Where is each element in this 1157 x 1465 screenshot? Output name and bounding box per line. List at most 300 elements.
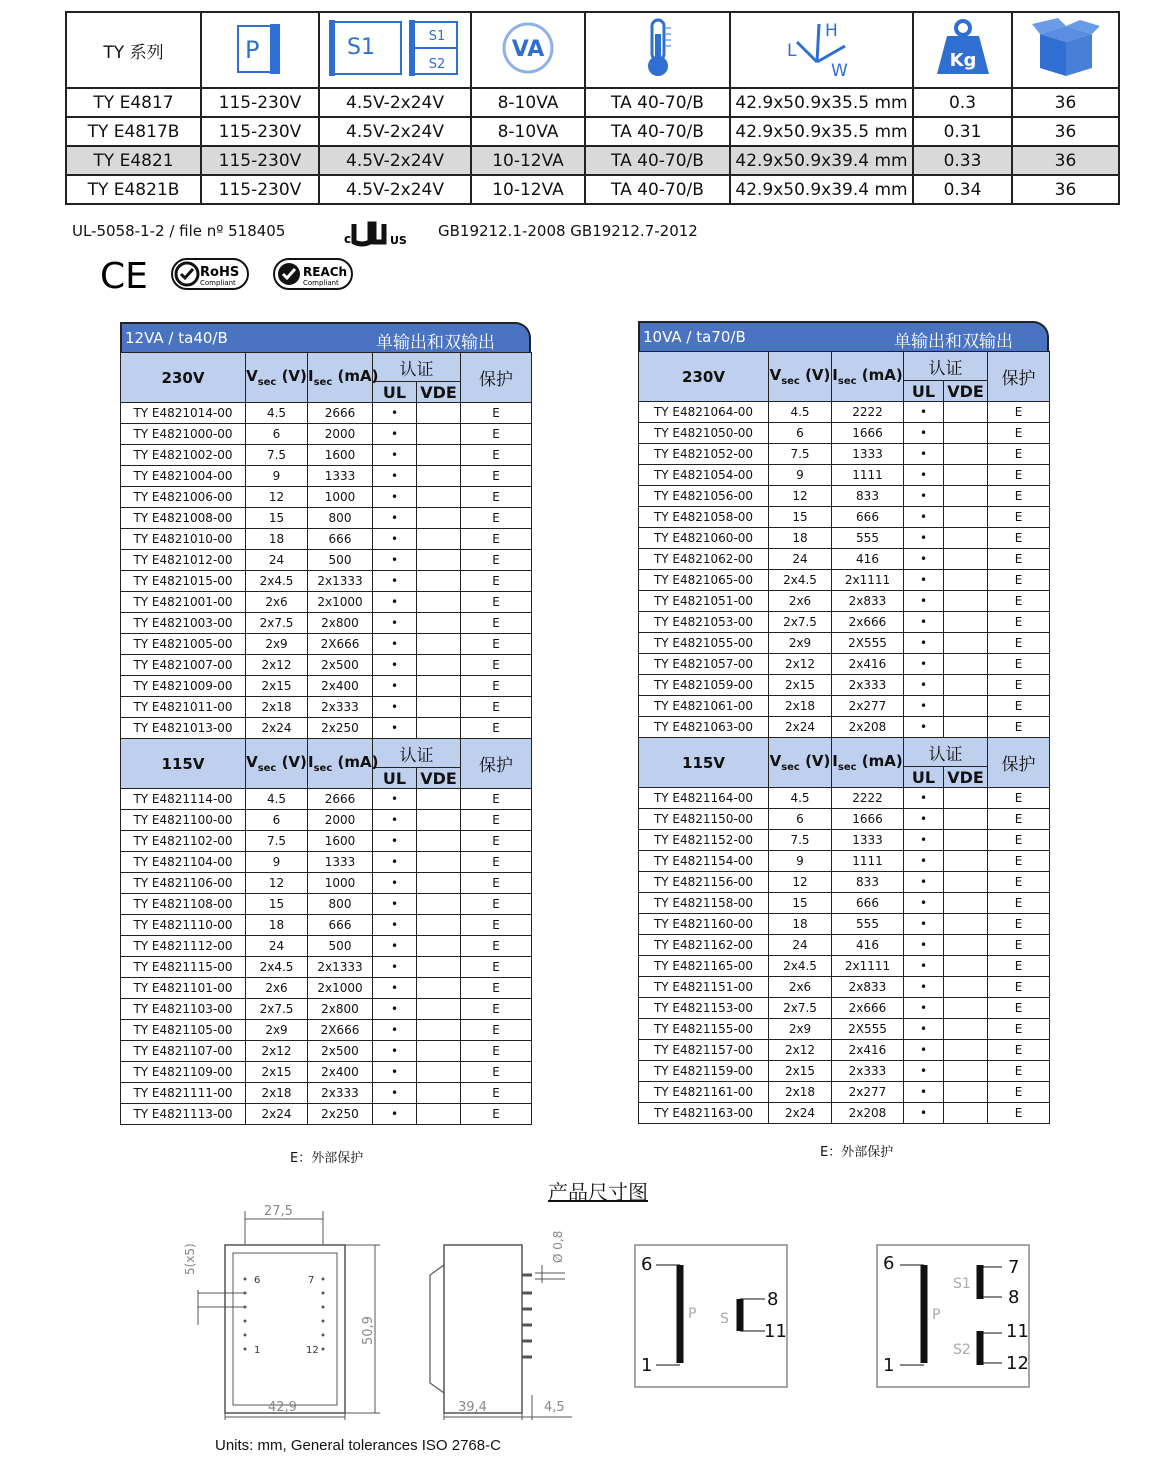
isec-header: $I_{sec}$ (mA) bbox=[832, 738, 904, 788]
section-header-row bbox=[639, 738, 1050, 767]
isec-value: 2000 bbox=[308, 810, 373, 831]
ul-mark: • bbox=[904, 788, 944, 809]
vde-mark bbox=[944, 1082, 988, 1103]
vsec-value: 2x12 bbox=[769, 654, 832, 675]
vde-mark bbox=[944, 893, 988, 914]
isec-value: 2x333 bbox=[308, 697, 373, 718]
part-number: TY E4821057-00 bbox=[639, 654, 769, 675]
vde-mark bbox=[417, 936, 461, 957]
vsec-value: 12 bbox=[246, 873, 308, 894]
va-icon bbox=[471, 12, 585, 88]
isec-value: 1666 bbox=[832, 809, 904, 830]
vde-mark bbox=[944, 935, 988, 956]
table-row bbox=[639, 914, 1050, 935]
section-voltage: 230V bbox=[121, 353, 246, 403]
part-number: TY E4821014-00 bbox=[121, 403, 246, 424]
vsec-value: 4.5 bbox=[769, 402, 832, 423]
rohs-sublabel: Compliant bbox=[200, 279, 236, 287]
protection-header: 保护 bbox=[988, 738, 1050, 788]
part-number: TY E4821005-00 bbox=[121, 634, 246, 655]
vsec-value: 2x12 bbox=[246, 1041, 308, 1062]
right-115v-section bbox=[639, 738, 1050, 1124]
section-header-row bbox=[121, 739, 532, 768]
dim-top-label: 27,5 bbox=[264, 1204, 293, 1219]
approval-header: 认证 bbox=[904, 352, 988, 381]
part-number: TY E4821165-00 bbox=[639, 956, 769, 977]
vde-mark bbox=[944, 486, 988, 507]
ul-mark: • bbox=[904, 486, 944, 507]
section-voltage: 230V bbox=[639, 352, 769, 402]
isec-value: 2x416 bbox=[832, 1040, 904, 1061]
part-number: TY E4821013-00 bbox=[121, 718, 246, 739]
gb-standards-text: GB19212.1-2008 GB19212.7-2012 bbox=[438, 222, 698, 240]
vde-header: VDE bbox=[944, 381, 988, 402]
vsec-value: 18 bbox=[769, 914, 832, 935]
vde-mark bbox=[417, 873, 461, 894]
table-row bbox=[639, 956, 1050, 977]
vsec-value: 2x24 bbox=[769, 1103, 832, 1124]
vde-mark bbox=[417, 424, 461, 445]
table-row bbox=[639, 809, 1050, 830]
vsec-value: 18 bbox=[246, 529, 308, 550]
part-number: TY E4821063-00 bbox=[639, 717, 769, 738]
ul-mark: • bbox=[904, 893, 944, 914]
table-row bbox=[639, 872, 1050, 893]
isec-value: 416 bbox=[832, 549, 904, 570]
part-number: TY E4821001-00 bbox=[121, 592, 246, 613]
protection-value: E bbox=[461, 634, 532, 655]
protection-value: E bbox=[461, 592, 532, 613]
isec-value: 2x333 bbox=[308, 1083, 373, 1104]
summary-table bbox=[65, 11, 1120, 205]
protection-value: E bbox=[461, 1062, 532, 1083]
part-number: TY E4821113-00 bbox=[121, 1104, 246, 1125]
isec-value: 1111 bbox=[832, 851, 904, 872]
part-number: TY E4821002-00 bbox=[121, 445, 246, 466]
left-115v-section bbox=[121, 739, 532, 1125]
part-number: TY E4821153-00 bbox=[639, 998, 769, 1019]
part-number: TY E4821151-00 bbox=[639, 977, 769, 998]
schem1-pin-8: 8 bbox=[767, 1289, 779, 1310]
table-row bbox=[639, 423, 1050, 444]
primary-voltage-icon bbox=[201, 12, 319, 88]
protection-value: E bbox=[461, 403, 532, 424]
protection-value: E bbox=[461, 1041, 532, 1062]
part-number: TY E4821060-00 bbox=[639, 528, 769, 549]
p-icon-label: P bbox=[245, 35, 260, 64]
isec-value: 1666 bbox=[832, 423, 904, 444]
vde-mark bbox=[944, 444, 988, 465]
vde-mark bbox=[417, 487, 461, 508]
isec-value: 2x277 bbox=[832, 696, 904, 717]
protection-value: E bbox=[988, 998, 1050, 1019]
part-number: TY E4821055-00 bbox=[639, 633, 769, 654]
vsec-value: 15 bbox=[769, 507, 832, 528]
table-row bbox=[121, 810, 532, 831]
section-voltage: 115V bbox=[639, 738, 769, 788]
table-row bbox=[121, 550, 532, 571]
schem1-pin-6: 6 bbox=[641, 1254, 653, 1275]
protection-value: E bbox=[461, 571, 532, 592]
part-number: TY E4821004-00 bbox=[121, 466, 246, 487]
part-number: TY E4821052-00 bbox=[639, 444, 769, 465]
ul-mark: • bbox=[373, 1041, 417, 1062]
vsec-value: 9 bbox=[246, 852, 308, 873]
schem2-pin-11: 11 bbox=[1006, 1321, 1029, 1342]
left-product-panel bbox=[120, 322, 531, 1125]
table-row bbox=[639, 998, 1050, 1019]
ul-mark: • bbox=[373, 550, 417, 571]
protection-value: E bbox=[988, 654, 1050, 675]
reach-label: REACh bbox=[303, 265, 348, 279]
protection-value: E bbox=[988, 1103, 1050, 1124]
vsec-value: 7.5 bbox=[769, 830, 832, 851]
schem2-s1-label: S1 bbox=[953, 1276, 971, 1292]
vde-mark bbox=[417, 529, 461, 550]
table-row bbox=[639, 444, 1050, 465]
ul-mark: • bbox=[373, 873, 417, 894]
protection-value: E bbox=[461, 936, 532, 957]
isec-value: 2x333 bbox=[832, 675, 904, 696]
ul-mark: • bbox=[373, 789, 417, 810]
ul-file-text: UL-5058-1-2 / file nº 518405 bbox=[72, 222, 286, 240]
vsec-value: 6 bbox=[769, 423, 832, 444]
protection-value: E bbox=[461, 957, 532, 978]
vde-mark bbox=[944, 402, 988, 423]
isec-value: 2222 bbox=[832, 402, 904, 423]
rohs-badge bbox=[170, 257, 250, 295]
ul-mark: • bbox=[373, 571, 417, 592]
vde-mark bbox=[417, 810, 461, 831]
isec-header: $I_{sec}$ (mA) bbox=[308, 739, 373, 789]
vsec-value: 2x18 bbox=[769, 1082, 832, 1103]
vsec-value: 2x4.5 bbox=[769, 956, 832, 977]
isec-value: 1600 bbox=[308, 831, 373, 852]
protection-value: E bbox=[988, 444, 1050, 465]
s1-icon-label: S1 bbox=[347, 34, 375, 60]
vsec-value: 6 bbox=[246, 810, 308, 831]
dim-left-label: 5(x5) bbox=[183, 1243, 197, 1275]
protection-value: E bbox=[988, 486, 1050, 507]
vde-mark bbox=[417, 999, 461, 1020]
vsec-value: 18 bbox=[246, 915, 308, 936]
isec-value: 2x208 bbox=[832, 1103, 904, 1124]
part-number: TY E4821011-00 bbox=[121, 697, 246, 718]
vde-mark bbox=[417, 852, 461, 873]
vsec-value: 2x9 bbox=[246, 1020, 308, 1041]
protection-value: E bbox=[988, 549, 1050, 570]
dimensions-icon bbox=[730, 12, 913, 88]
part-number: TY E4821054-00 bbox=[639, 465, 769, 486]
approval-header: 认证 bbox=[373, 739, 461, 768]
vsec-value: 15 bbox=[769, 893, 832, 914]
left-230v-section bbox=[121, 353, 532, 739]
part-number: TY E4821100-00 bbox=[121, 810, 246, 831]
part-number: TY E4821050-00 bbox=[639, 423, 769, 444]
units-note: Units: mm, General tolerances ISO 2768-C bbox=[215, 1437, 501, 1454]
ul-mark: • bbox=[373, 676, 417, 697]
isec-value: 666 bbox=[832, 507, 904, 528]
protection-value: E bbox=[461, 999, 532, 1020]
part-number: TY E4821108-00 bbox=[121, 894, 246, 915]
ul-mark: • bbox=[373, 466, 417, 487]
protection-header: 保护 bbox=[461, 353, 532, 403]
table-row bbox=[121, 592, 532, 613]
schematic-single-output bbox=[635, 1245, 787, 1387]
table-row bbox=[121, 1020, 532, 1041]
vsec-header: $V_{sec}$ (V) bbox=[246, 739, 308, 789]
part-number: TY E4821164-00 bbox=[639, 788, 769, 809]
protection-value: E bbox=[988, 1040, 1050, 1061]
ul-mark: • bbox=[904, 528, 944, 549]
vsec-value: 2x15 bbox=[769, 1061, 832, 1082]
ul-mark: • bbox=[904, 423, 944, 444]
vsec-value: 6 bbox=[246, 424, 308, 445]
approval-header: 认证 bbox=[904, 738, 988, 767]
vsec-value: 24 bbox=[246, 550, 308, 571]
s1-small-label: S1 bbox=[428, 28, 446, 44]
ul-mark: • bbox=[904, 935, 944, 956]
vde-mark bbox=[944, 998, 988, 1019]
isec-value: 1333 bbox=[832, 444, 904, 465]
part-number: TY E4821061-00 bbox=[639, 696, 769, 717]
protection-value: E bbox=[988, 977, 1050, 998]
dim-depth-label: 39,4 bbox=[458, 1400, 487, 1415]
series-label: TY 系列 bbox=[66, 12, 201, 88]
vsec-value: 9 bbox=[769, 851, 832, 872]
table-row bbox=[121, 831, 532, 852]
vsec-value: 2x24 bbox=[246, 1104, 308, 1125]
schem1-primary-label: P bbox=[688, 1306, 697, 1322]
protection-value: E bbox=[461, 831, 532, 852]
vsec-value: 2x12 bbox=[246, 655, 308, 676]
schem1-secondary-label: S bbox=[720, 1311, 729, 1327]
package-box-icon bbox=[1012, 12, 1119, 88]
part-number: TY E4821115-00 bbox=[121, 957, 246, 978]
part-number: TY E4821104-00 bbox=[121, 852, 246, 873]
protection-value: E bbox=[988, 423, 1050, 444]
ul-mark: • bbox=[373, 1104, 417, 1125]
table-row bbox=[121, 894, 532, 915]
protection-value: E bbox=[461, 529, 532, 550]
right-panel-subtitle: 单输出和双输出 bbox=[894, 332, 1013, 352]
protection-value: E bbox=[988, 1082, 1050, 1103]
ul-mark: • bbox=[904, 696, 944, 717]
table-row bbox=[639, 486, 1050, 507]
vsec-value: 4.5 bbox=[769, 788, 832, 809]
protection-value: E bbox=[988, 528, 1050, 549]
part-number: TY E4821003-00 bbox=[121, 613, 246, 634]
vde-header: VDE bbox=[417, 768, 461, 789]
vde-mark bbox=[417, 571, 461, 592]
table-row bbox=[639, 977, 1050, 998]
vde-mark bbox=[944, 788, 988, 809]
isec-value: 2x833 bbox=[832, 977, 904, 998]
table-row bbox=[639, 830, 1050, 851]
protection-value: E bbox=[988, 633, 1050, 654]
ul-mark: • bbox=[373, 978, 417, 999]
part-number: TY E4821161-00 bbox=[639, 1082, 769, 1103]
vde-mark bbox=[944, 977, 988, 998]
vsec-value: 15 bbox=[246, 508, 308, 529]
table-row bbox=[639, 851, 1050, 872]
part-number: TY E4821012-00 bbox=[121, 550, 246, 571]
vsec-value: 2x24 bbox=[769, 717, 832, 738]
vde-mark bbox=[417, 550, 461, 571]
right-panel-title: 10VA / ta70/B bbox=[643, 328, 746, 346]
isec-value: 2666 bbox=[308, 403, 373, 424]
part-number: TY E4821007-00 bbox=[121, 655, 246, 676]
table-row bbox=[639, 1040, 1050, 1061]
right-product-table bbox=[638, 351, 1050, 1124]
secondary-voltage-icon bbox=[319, 12, 471, 88]
protection-value: E bbox=[988, 1061, 1050, 1082]
table-row bbox=[639, 654, 1050, 675]
rohs-label: RoHS bbox=[200, 265, 240, 280]
dim-height-label: 50,9 bbox=[361, 1316, 376, 1345]
table-row bbox=[121, 873, 532, 894]
ul-mark: • bbox=[904, 1019, 944, 1040]
protection-value: E bbox=[461, 718, 532, 739]
vsec-value: 2x6 bbox=[769, 977, 832, 998]
ul-mark: • bbox=[904, 977, 944, 998]
vde-mark bbox=[944, 809, 988, 830]
protection-value: E bbox=[988, 935, 1050, 956]
vsec-value: 2x6 bbox=[246, 978, 308, 999]
schem1-pin-1: 1 bbox=[641, 1355, 653, 1376]
vde-mark bbox=[417, 915, 461, 936]
vde-mark bbox=[417, 718, 461, 739]
ul-mark: • bbox=[373, 936, 417, 957]
part-number: TY E4821112-00 bbox=[121, 936, 246, 957]
isec-value: 2222 bbox=[832, 788, 904, 809]
table-row bbox=[121, 718, 532, 739]
vsec-value: 24 bbox=[769, 935, 832, 956]
table-row bbox=[639, 696, 1050, 717]
ul-mark: • bbox=[904, 549, 944, 570]
front-pin-6: 6 bbox=[254, 1275, 261, 1286]
schem2-pin-7: 7 bbox=[1008, 1257, 1020, 1278]
vsec-value: 2x4.5 bbox=[246, 571, 308, 592]
table-row bbox=[639, 717, 1050, 738]
schem2-pin-1: 1 bbox=[883, 1355, 895, 1376]
protection-value: E bbox=[988, 675, 1050, 696]
table-row bbox=[121, 403, 532, 424]
ul-mark: • bbox=[373, 445, 417, 466]
dim-h-label: H bbox=[824, 20, 838, 41]
vde-mark bbox=[417, 655, 461, 676]
right-product-panel bbox=[638, 321, 1049, 1124]
section-header-row bbox=[121, 353, 532, 382]
protection-value: E bbox=[988, 851, 1050, 872]
ul-mark: • bbox=[904, 851, 944, 872]
table-row bbox=[121, 445, 532, 466]
ul-mark: • bbox=[373, 592, 417, 613]
vde-mark bbox=[417, 957, 461, 978]
ul-mark: • bbox=[373, 1020, 417, 1041]
table-row bbox=[639, 788, 1050, 809]
isec-value: 2x1111 bbox=[832, 570, 904, 591]
part-number: TY E4821103-00 bbox=[121, 999, 246, 1020]
vde-mark bbox=[944, 717, 988, 738]
ul-mark: • bbox=[373, 810, 417, 831]
protection-value: E bbox=[461, 676, 532, 697]
schem2-pin-8: 8 bbox=[1008, 1287, 1020, 1308]
isec-value: 2x800 bbox=[308, 999, 373, 1020]
vsec-value: 2x12 bbox=[769, 1040, 832, 1061]
protection-value: E bbox=[988, 893, 1050, 914]
vde-mark bbox=[417, 697, 461, 718]
reach-badge bbox=[272, 257, 354, 295]
table-row bbox=[121, 529, 532, 550]
vde-mark bbox=[944, 423, 988, 444]
ul-header: UL bbox=[904, 767, 944, 788]
ul-mark: • bbox=[904, 444, 944, 465]
vde-mark bbox=[944, 633, 988, 654]
protection-value: E bbox=[988, 1019, 1050, 1040]
left-panel-title: 12VA / ta40/B bbox=[125, 329, 228, 347]
protection-value: E bbox=[461, 789, 532, 810]
protection-value: E bbox=[461, 1104, 532, 1125]
vde-mark bbox=[417, 1041, 461, 1062]
schem2-pin-12: 12 bbox=[1006, 1353, 1029, 1374]
part-number: TY E4821056-00 bbox=[639, 486, 769, 507]
vde-mark bbox=[944, 1103, 988, 1124]
protection-value: E bbox=[461, 445, 532, 466]
table-row bbox=[639, 675, 1050, 696]
vsec-value: 12 bbox=[769, 872, 832, 893]
vde-mark bbox=[944, 654, 988, 675]
isec-value: 833 bbox=[832, 872, 904, 893]
summary-row-highlighted: TY E4821 115-230V 4.5V-2x24V 10-12VA TA 40-70/B 42.9x50.9x39.4 mm 0.33 36 bbox=[66, 146, 1119, 175]
vsec-value: 2x24 bbox=[246, 718, 308, 739]
isec-value: 2x208 bbox=[832, 717, 904, 738]
table-row bbox=[639, 1061, 1050, 1082]
table-row bbox=[639, 1082, 1050, 1103]
table-row bbox=[121, 508, 532, 529]
table-row bbox=[121, 613, 532, 634]
table-row bbox=[121, 424, 532, 445]
vde-mark bbox=[944, 696, 988, 717]
protection-value: E bbox=[461, 424, 532, 445]
part-number: TY E4821101-00 bbox=[121, 978, 246, 999]
protection-value: E bbox=[988, 914, 1050, 935]
ul-mark: • bbox=[904, 914, 944, 935]
dim-w-label: W bbox=[830, 60, 848, 81]
isec-header: $I_{sec}$ (mA) bbox=[308, 353, 373, 403]
vsec-value: 2x7.5 bbox=[769, 998, 832, 1019]
isec-value: 555 bbox=[832, 914, 904, 935]
protection-value: E bbox=[988, 507, 1050, 528]
ul-header: UL bbox=[373, 382, 417, 403]
dim-pin-dia-label: Ø 0,8 bbox=[551, 1230, 565, 1263]
part-number: TY E4821159-00 bbox=[639, 1061, 769, 1082]
ul-mark: • bbox=[373, 529, 417, 550]
isec-value: 2000 bbox=[308, 424, 373, 445]
isec-value: 1111 bbox=[832, 465, 904, 486]
vde-header: VDE bbox=[944, 767, 988, 788]
vsec-header: $V_{sec}$ (V) bbox=[769, 738, 832, 788]
vsec-value: 9 bbox=[246, 466, 308, 487]
ul-mark: • bbox=[373, 697, 417, 718]
protection-value: E bbox=[461, 466, 532, 487]
protection-value: E bbox=[461, 978, 532, 999]
table-row bbox=[121, 1041, 532, 1062]
protection-value: E bbox=[988, 830, 1050, 851]
s2-small-label: S2 bbox=[428, 56, 446, 72]
ul-mark: • bbox=[373, 487, 417, 508]
isec-value: 2x400 bbox=[308, 676, 373, 697]
